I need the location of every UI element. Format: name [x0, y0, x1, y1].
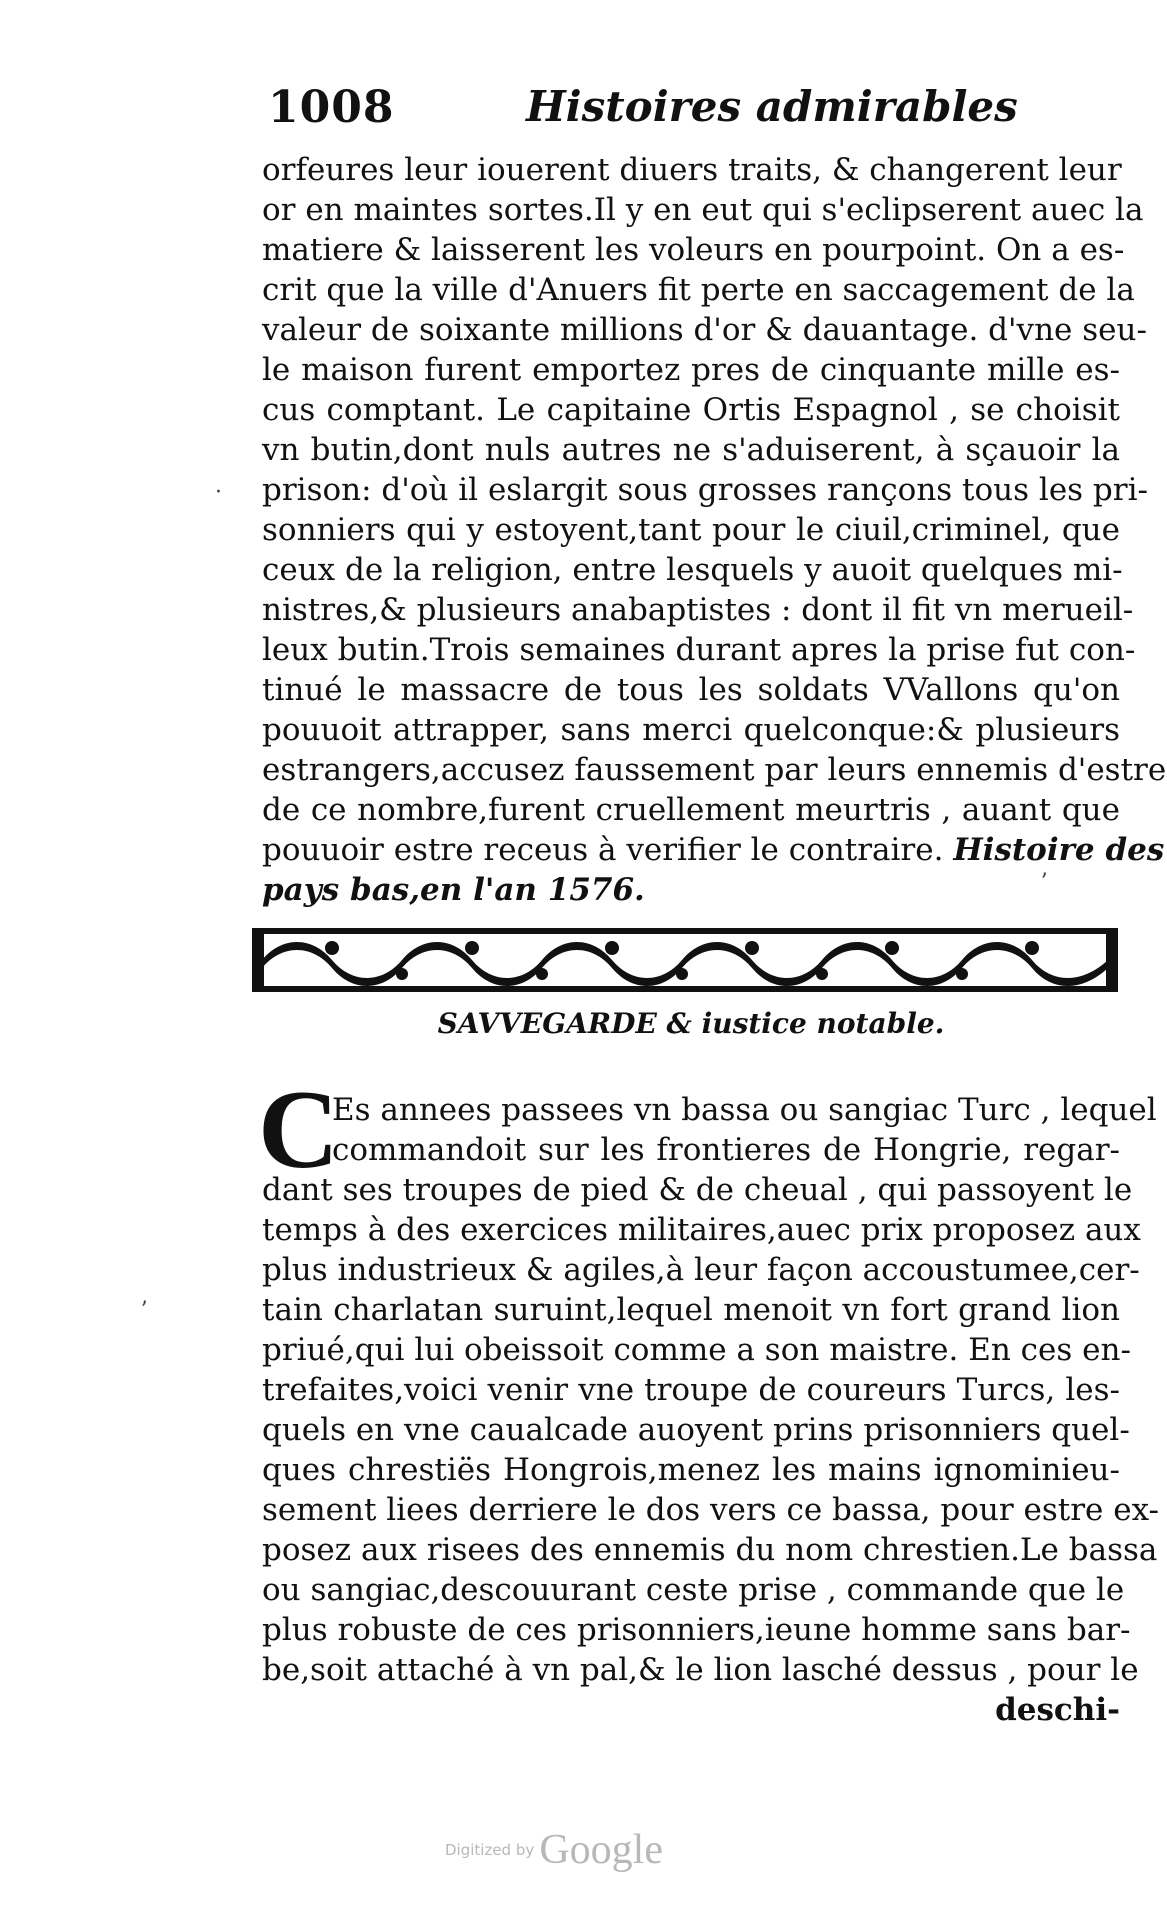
text-line: commandoit sur les frontieres de Hongrie, regar-: [332, 1132, 1120, 1168]
page-number: 1008: [268, 82, 395, 133]
text-line: dant ses troupes de pied & de cheual , qui passoyent le: [262, 1172, 1133, 1208]
catchword: deschi-: [995, 1692, 1120, 1728]
margin-mark: ʼ: [140, 1298, 147, 1323]
text-line: plus robuste de ces prisonniers,ieune homme sans bar-: [262, 1612, 1131, 1648]
text-line: Es annees passees vn bassa ou sangiac Turc , lequel: [332, 1092, 1157, 1128]
passage-one: [262, 150, 1167, 910]
text-line: valeur de soixante millions d'or & dauantage. d'vne seu-: [262, 312, 1147, 348]
running-head: [268, 82, 1018, 138]
scroll-motif: [252, 934, 1118, 986]
text-line: orfeures leur iouerent diuers traits, & changerent leur: [262, 152, 1122, 188]
text-line: prison: d'où il eslargit sous grosses rançons tous les pri-: [262, 472, 1148, 508]
text-line: sonniers qui y estoyent,tant pour le ciuil,criminel, que: [262, 512, 1120, 548]
text-line: matiere & laisserent les voleurs en pourpoint. On a es-: [262, 232, 1125, 268]
margin-mark: ʼ: [1040, 870, 1047, 895]
text-line: plus industrieux & agiles,à leur façon accoustumee,cer-: [262, 1252, 1140, 1288]
text-line: tain charlatan suruint,lequel menoit vn fort grand lion: [262, 1292, 1120, 1328]
citation-start: Histoire des: [953, 832, 1165, 868]
running-title: Histoires admirables: [526, 82, 1018, 131]
text-line: sement liees derriere le dos vers ce bassa, pour estre ex-: [262, 1492, 1160, 1528]
text-line: ques chrestiës Hongrois,menez les mains ignominieu-: [262, 1452, 1120, 1488]
text-line: posez aux risees des ennemis du nom chrestien.Le bassa: [262, 1532, 1158, 1568]
text-line: ou sangiac,descouurant ceste prise , commande que le: [262, 1572, 1125, 1608]
text-line: crit que la ville d'Anuers fit perte en saccagement de la: [262, 272, 1135, 308]
text-line: tinué le massacre de tous les soldats VVallons qu'on: [262, 672, 1120, 708]
section-heading: SAVVEGARDE & iustice notable.: [437, 1007, 945, 1040]
text-line: trefaites,voici venir vne troupe de coureurs Turcs, les-: [262, 1372, 1120, 1408]
text-line: de ce nombre,furent cruellement meurtris , auant que: [262, 792, 1120, 828]
text-line: nistres,& plusieurs anabaptistes : dont il fit vn merueil-: [262, 592, 1134, 628]
text-line: cus comptant. Le capitaine Ortis Espagnol , se choisit: [262, 392, 1120, 428]
watermark-brand: Google: [539, 1827, 663, 1873]
digitized-by-google-watermark: [445, 1826, 745, 1886]
text-line: pouuoit attrapper, sans merci quelconque:& plusieurs: [262, 712, 1120, 748]
text-line: temps à des exercices militaires,auec prix proposez aux: [262, 1212, 1141, 1248]
text-line: priué,qui lui obeissoit comme a son maistre. En ces en-: [262, 1332, 1131, 1368]
drop-cap: C: [258, 1068, 339, 1192]
watermark-prefix: Digitized by: [445, 1841, 535, 1859]
text-line-end: pouuoir estre receus à verifier le contraire.: [262, 832, 944, 868]
ornamental-band: [252, 924, 1118, 996]
text-line: estrangers,accusez faussement par leurs ennemis d'estre: [262, 752, 1167, 788]
text-line: quels en vne caualcade auoyent prins prisonniers quel-: [262, 1412, 1130, 1448]
margin-mark: ·: [215, 480, 222, 505]
passage-two: [262, 1090, 1160, 1730]
text-line: ceux de la religion, entre lesquels y auoit quelques mi-: [262, 552, 1123, 588]
text-line: or en maintes sortes.Il y en eut qui s'eclipserent auec la: [262, 192, 1144, 228]
text-line: be,soit attaché à vn pal,& le lion lasché dessus , pour le: [262, 1652, 1139, 1688]
text-line: leux butin.Trois semaines durant apres la prise fut con-: [262, 632, 1136, 668]
text-line: le maison furent emportez pres de cinquante mille es-: [262, 352, 1120, 388]
citation-line: pays bas,en l'an 1576.: [262, 872, 645, 908]
text-line-with-citation: [262, 830, 1165, 870]
text-line: vn butin,dont nuls autres ne s'aduiserent, à sçauoir la: [262, 432, 1120, 468]
